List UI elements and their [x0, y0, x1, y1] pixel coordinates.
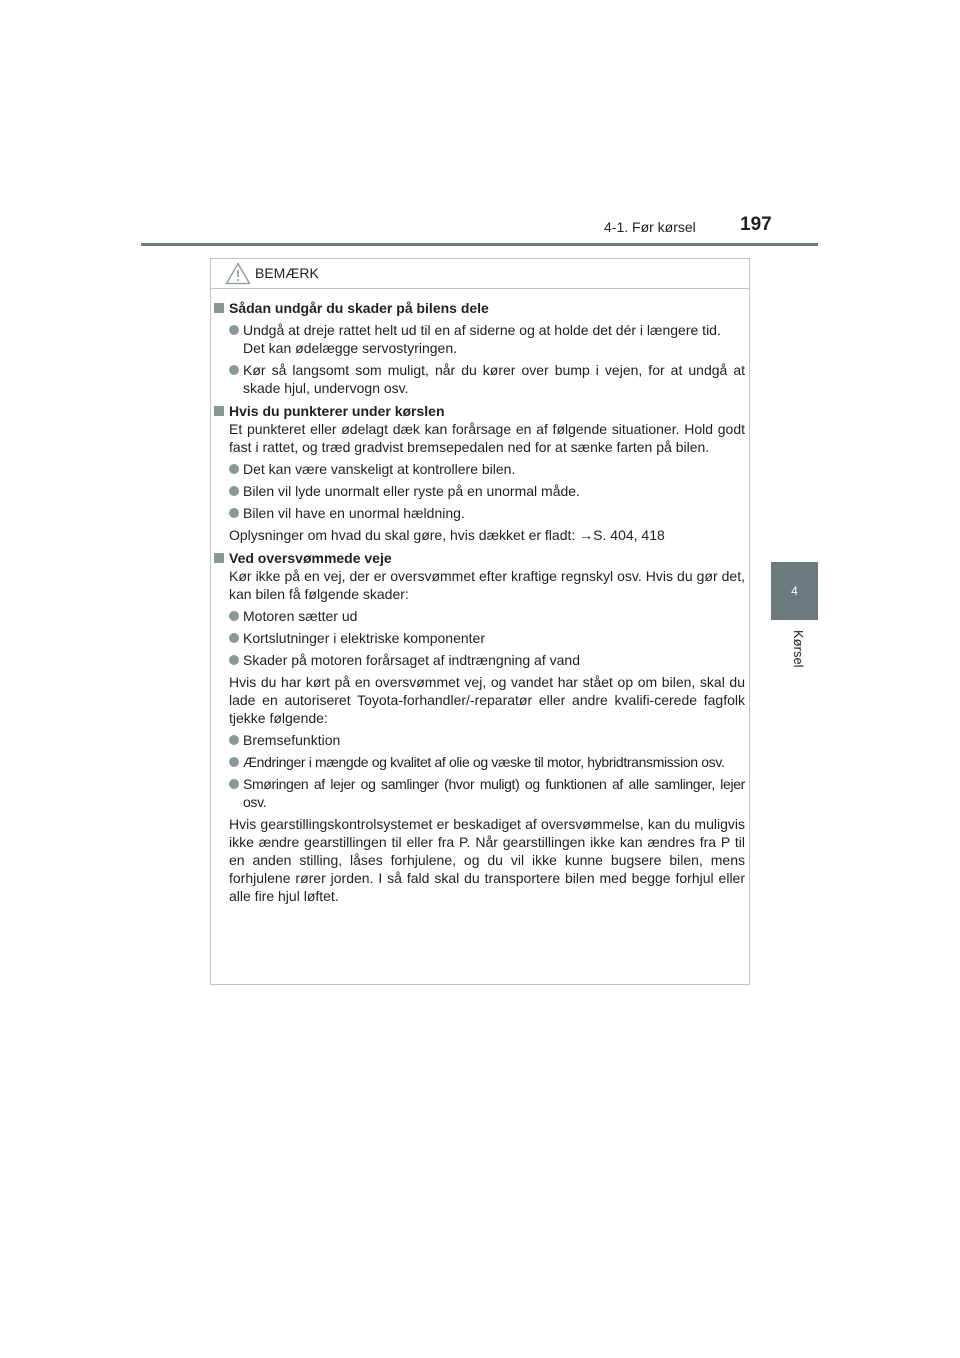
- notice-box: [210, 258, 750, 985]
- notice-title: BEMÆRK: [255, 265, 319, 281]
- section-heading: Hvis du punkterer under kørslen: [211, 402, 745, 420]
- list-item: Ændringer i mængde og kvalitet af olie og væske til motor, hybridtransmission osv.: [211, 753, 745, 771]
- bullet-dot-icon: [229, 757, 239, 767]
- bullet-dot-icon: [229, 633, 239, 643]
- page-reference: Oplysninger om hvad du skal gøre, hvis dækket er fladt: →S. 404, 418: [229, 527, 665, 543]
- list-item: Det kan være vanskeligt at kontrollere bilen.: [211, 460, 745, 478]
- bullet-dot-icon: [229, 486, 239, 496]
- list-item: Kortslutninger i elektriske komponenter: [211, 629, 745, 647]
- paragraph: Hvis gearstillingskontrolsystemet er beskadiget af oversvømmelse, kan du muligvis ikke ændre gearstillingen til eller fra P. Når gearstillingen ikke kan ændres fra P til en anden stilling, låses forhjulene, og du vil ikke kunne bugsere bilen, mens forhjulene rører jorden. I så fald skal du transportere bilen med begge forhjul eller alle fire hjul løftet.: [229, 816, 745, 904]
- chapter-number: 4: [791, 584, 798, 598]
- chapter-tab[interactable]: [771, 562, 818, 620]
- paragraph: Hvis du har kørt på en oversvømmet vej, og vandet har stået op om bilen, skal du lade en autoriseret Toyota-forhandler/-reparatør eller andre kvalifi-cerede fagfolk tjekke følgende:: [229, 674, 745, 726]
- bullet-dot-icon: [229, 325, 239, 335]
- section-title: 4-1. Før kørsel: [604, 219, 696, 235]
- bullet-dot-icon: [229, 611, 239, 621]
- bullet-dot-icon: [229, 508, 239, 518]
- header-rule: [141, 243, 818, 246]
- reference-link[interactable]: S. 404, 418: [593, 527, 665, 543]
- list-item: Kør så langsomt som muligt, når du kører over bump i vejen, for at undgå at skade hjul, undervogn osv.: [211, 361, 745, 397]
- square-bullet-icon: [214, 406, 224, 416]
- notice-content: [211, 297, 745, 905]
- list-item: Smøringen af lejer og samlinger (hvor muligt) og funktionen af alle samlinger, lejer osv.: [211, 775, 745, 811]
- list-item: Skader på motoren forårsaget af indtrængning af vand: [211, 651, 745, 669]
- square-bullet-icon: [214, 553, 224, 563]
- list-item: Bilen vil lyde unormalt eller ryste på en unormal måde.: [211, 482, 745, 500]
- list-item: Bremsefunktion: [211, 731, 745, 749]
- warning-triangle-icon: [225, 262, 251, 285]
- paragraph: Kør ikke på en vej, der er oversvømmet efter kraftige regnskyl osv. Hvis du gør det, kan bilen få følgende skader:: [229, 568, 745, 602]
- page-number: 197: [740, 214, 772, 235]
- section-heading: Ved oversvømmede veje: [211, 549, 745, 567]
- notice-header: [211, 259, 749, 289]
- chapter-label: Kørsel: [791, 630, 806, 668]
- arrow-right-icon: →: [579, 527, 594, 543]
- paragraph: Et punkteret eller ødelagt dæk kan forårsage en af følgende situationer. Hold godt fast i rattet, og træd gradvist bremsepedalen ned for at sænke farten på bilen.: [229, 421, 745, 455]
- bullet-dot-icon: [229, 655, 239, 665]
- section-heading: Sådan undgår du skader på bilens dele: [211, 299, 745, 317]
- list-item: Bilen vil have en unormal hældning.: [211, 504, 745, 522]
- bullet-dot-icon: [229, 735, 239, 745]
- list-item: Motoren sætter ud: [211, 607, 745, 625]
- bullet-dot-icon: [229, 464, 239, 474]
- bullet-dot-icon: [229, 365, 239, 375]
- bullet-dot-icon: [229, 779, 239, 789]
- square-bullet-icon: [214, 303, 224, 313]
- list-item: Undgå at dreje rattet helt ud til en af siderne og at holde det dér i længere tid. Det kan ødelægge servostyringen.: [211, 321, 745, 357]
